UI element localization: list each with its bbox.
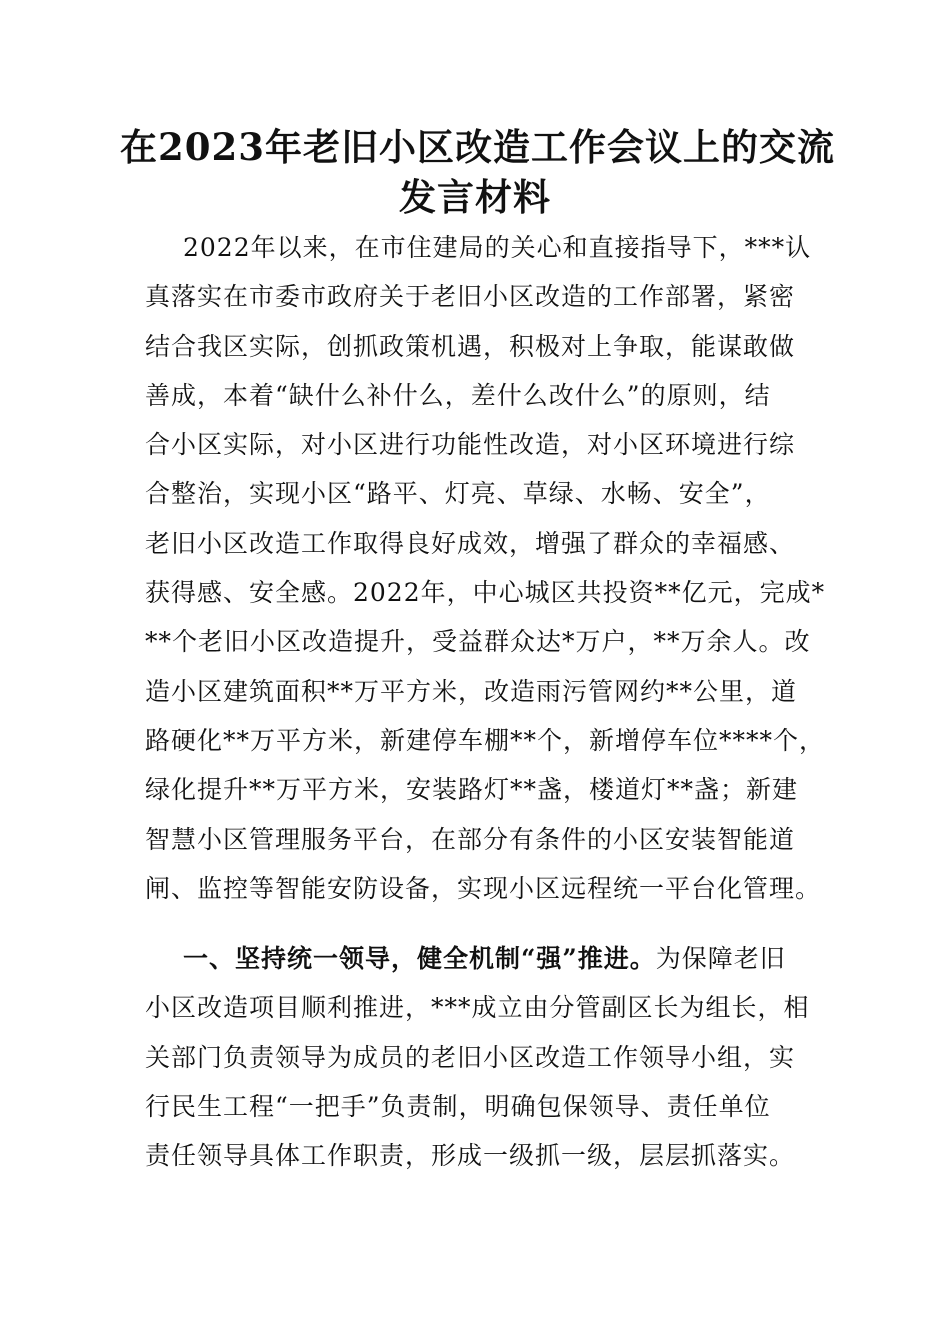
paragraph-line: 路硬化**万平方米，新建停车棚**个，新增停车位****个， xyxy=(145,725,826,755)
paragraph-section-1 xyxy=(145,934,810,1180)
paragraph-line: 合小区实际，对小区进行功能性改造，对小区环境进行综 xyxy=(145,430,796,460)
paragraph-line: 责任领导具体工作职责，形成一级抓一级，层层抓落实。 xyxy=(145,1141,796,1171)
paragraph-line: 智慧小区管理服务平台，在部分有条件的小区安装智能道 xyxy=(145,824,796,854)
paragraph-line: 善成，本着“缺什么补什么，差什么改什么”的原则，结 xyxy=(145,380,771,410)
paragraph-line: 造小区建筑面积**万平方米，改造雨污管网约**公里，道 xyxy=(145,676,798,706)
paragraph-line: 绿化提升**万平方米，安装路灯**盏，楼道灯**盏；新建 xyxy=(145,775,799,805)
section-1-heading: 一、坚持统一领导，健全机制“强”推进。 xyxy=(183,944,656,973)
paragraph-line: 结合我区实际，创抓政策机遇，积极对上争取，能谋敢做 xyxy=(145,331,796,361)
title-line-1: 在2023年老旧小区改造工作会议上的交流 xyxy=(120,125,835,169)
title-line-2: 发言材料 xyxy=(399,175,551,219)
paragraph-intro xyxy=(145,223,826,913)
paragraph-line: 获得感、安全感。2022年，中心城区共投资**亿元，完成* xyxy=(145,578,826,608)
paragraph-line: 合整治，实现小区“路平、灯亮、草绿、水畅、安全”， xyxy=(145,479,771,509)
paragraph-line: 闸、监控等智能安防设备，实现小区远程统一平台化管理。 xyxy=(145,873,822,903)
section-1-first-line xyxy=(145,934,810,983)
section-1-line1-rest: 为保障老旧 xyxy=(655,944,786,973)
paragraph-line: 小区改造项目顺利推进，***成立由分管副区长为组长，相 xyxy=(145,993,810,1023)
paragraph-line: 老旧小区改造工作取得良好成效，增强了群众的幸福感、 xyxy=(145,528,796,558)
paragraph-line: 真落实在市委市政府关于老旧小区改造的工作部署，紧密 xyxy=(145,282,796,312)
document-title xyxy=(120,122,835,222)
paragraph-line: **个老旧小区改造提升，受益群众达*万户，**万余人。改 xyxy=(145,627,811,657)
paragraph-line: 关部门负责领导为成员的老旧小区改造工作领导小组，实 xyxy=(145,1042,796,1072)
paragraph-line: 行民生工程“一把手”负责制，明确包保领导、责任单位 xyxy=(145,1091,771,1121)
paragraph-line: 2022年以来，在市住建局的关心和直接指导下，***认 xyxy=(183,233,812,262)
